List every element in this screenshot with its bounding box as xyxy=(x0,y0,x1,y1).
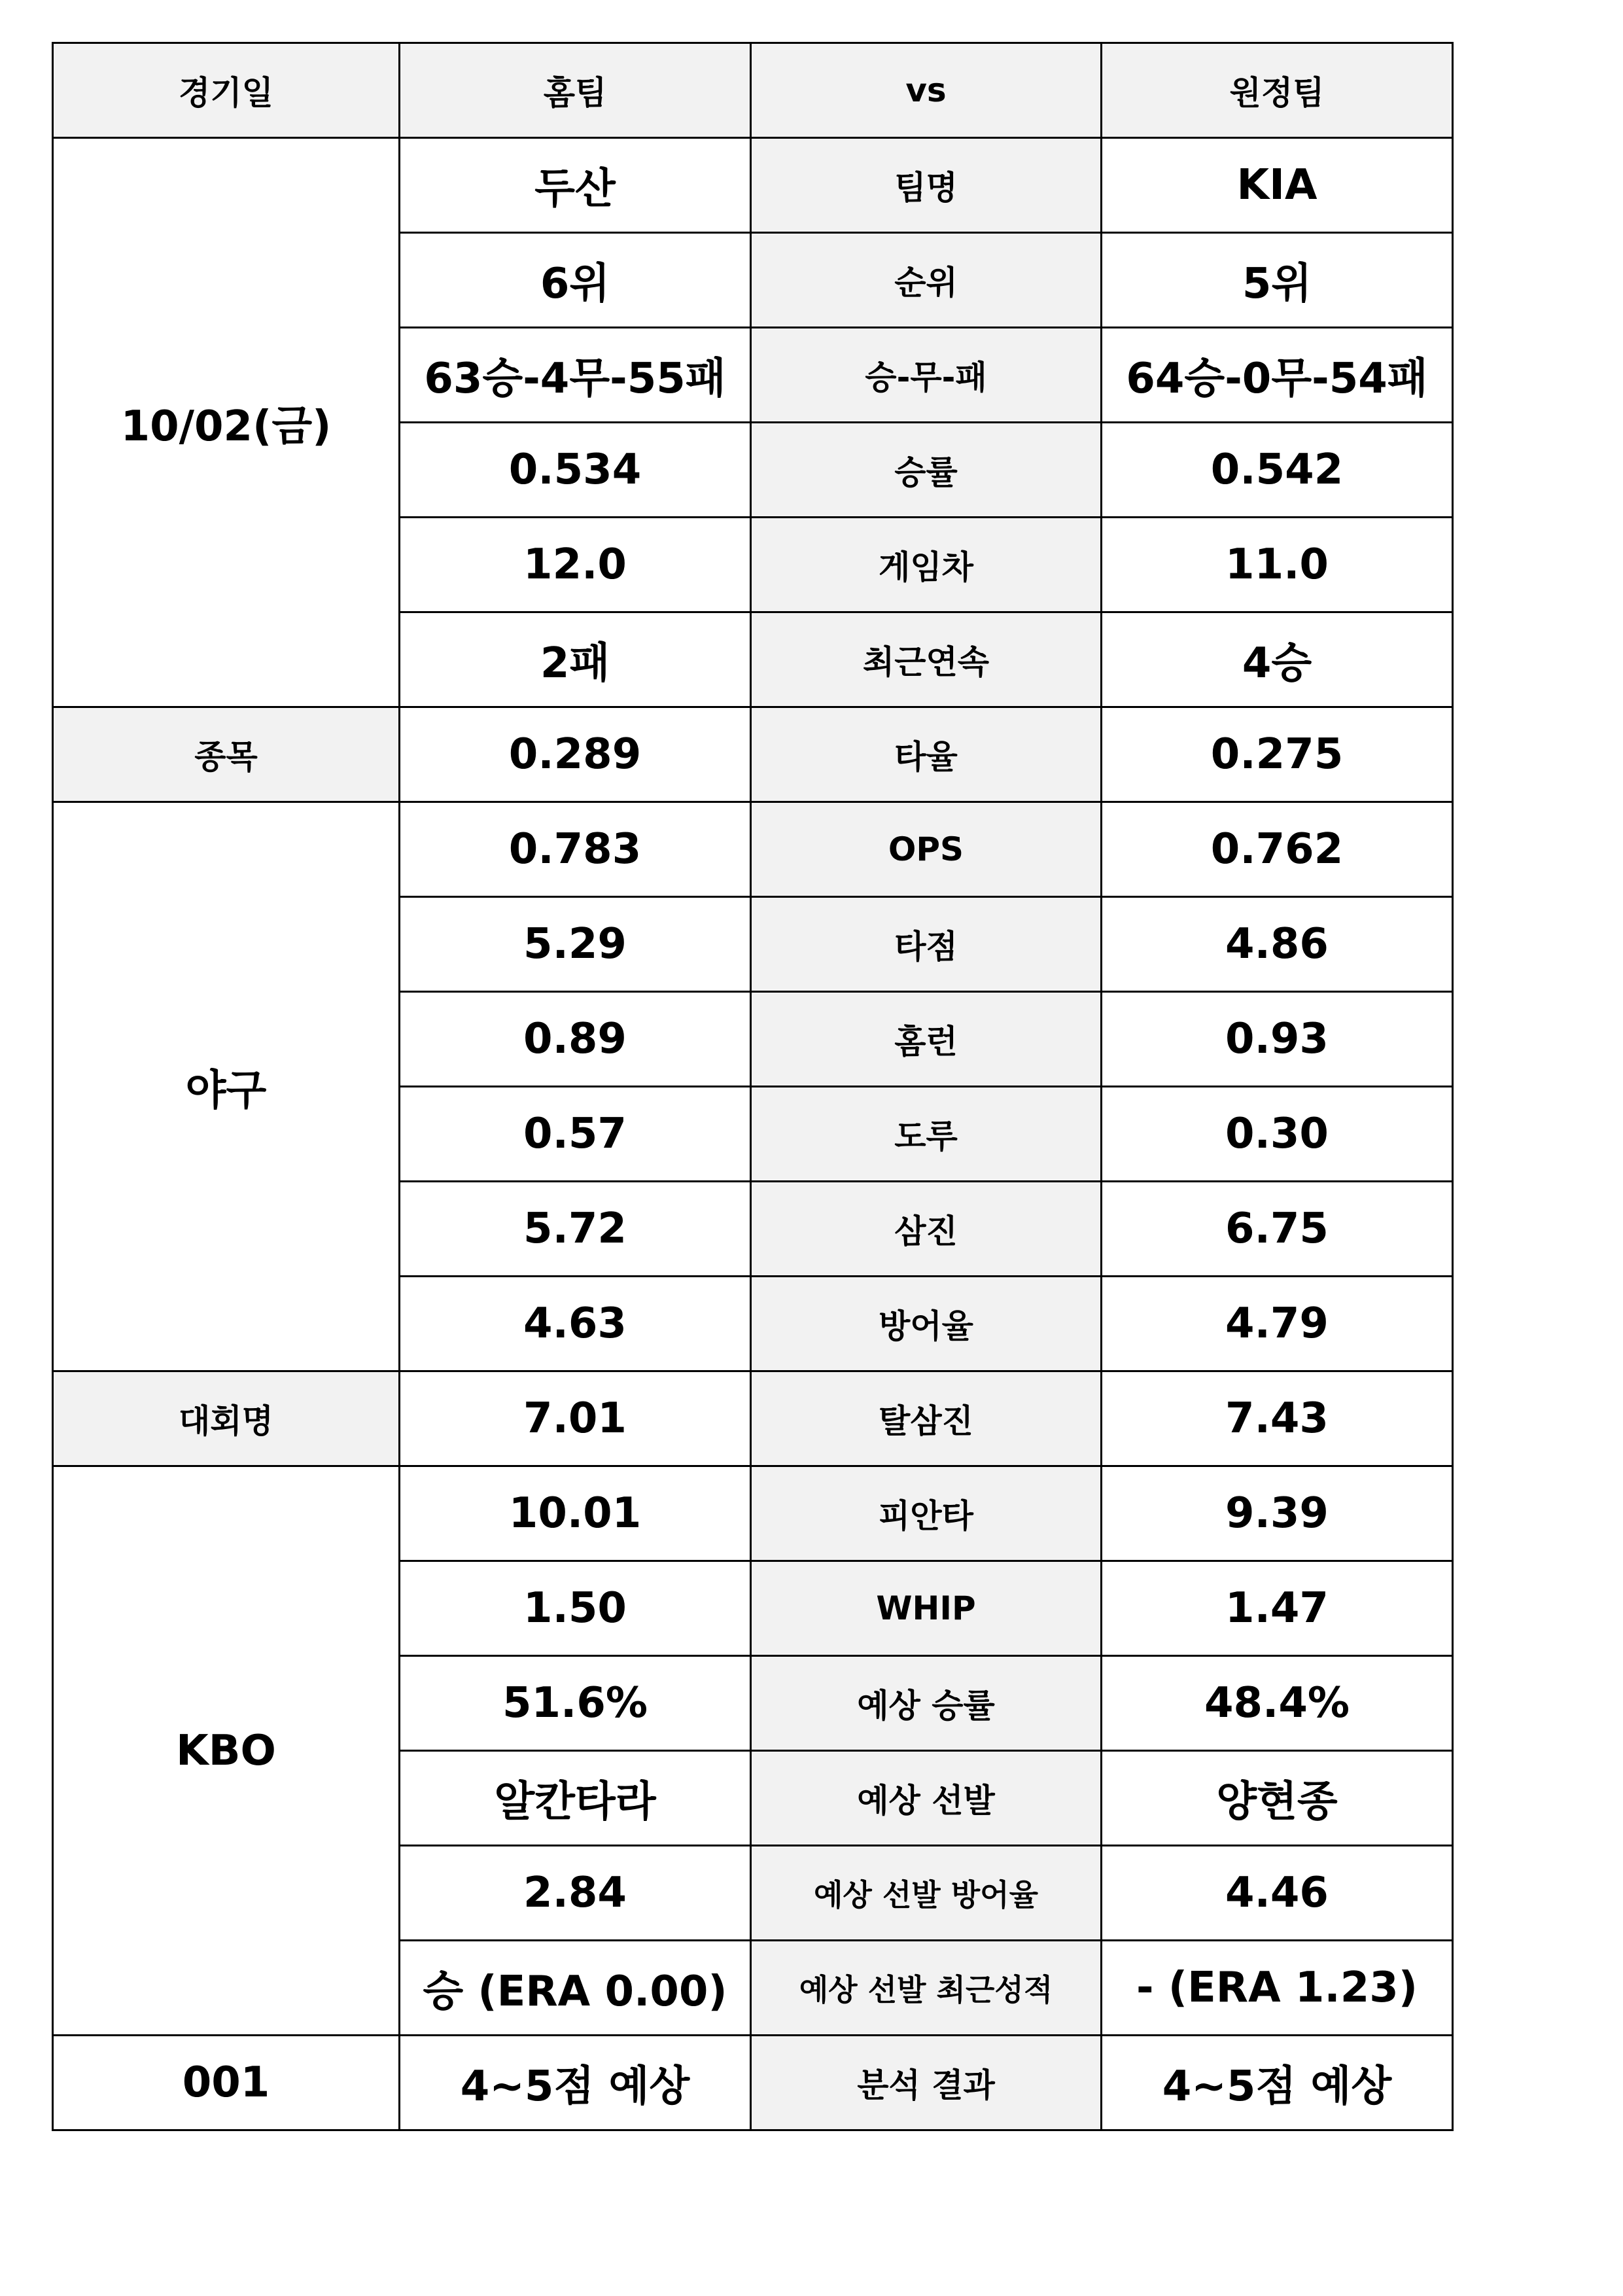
away-value: 48.4% xyxy=(1102,1656,1453,1751)
table-row xyxy=(53,138,1453,233)
match-stats-table xyxy=(52,42,1454,2131)
home-value: 두산 xyxy=(400,138,751,233)
table-row xyxy=(53,1371,1453,1466)
away-value: 4.86 xyxy=(1102,897,1453,992)
away-value: 0.542 xyxy=(1102,423,1453,518)
sport-value: 야구 xyxy=(53,802,400,1371)
away-value: 11.0 xyxy=(1102,518,1453,612)
sport-label: 종목 xyxy=(53,707,400,802)
header-home-team: 홈팀 xyxy=(400,43,751,138)
stat-label: 피안타 xyxy=(751,1466,1102,1561)
header-date: 경기일 xyxy=(53,43,400,138)
home-value: 7.01 xyxy=(400,1371,751,1466)
stat-label: WHIP xyxy=(751,1561,1102,1656)
stat-label: 예상 선발 방어율 xyxy=(751,1846,1102,1941)
stat-label: 도루 xyxy=(751,1087,1102,1182)
home-value: 51.6% xyxy=(400,1656,751,1751)
away-value: 양현종 xyxy=(1102,1751,1453,1846)
away-value: KIA xyxy=(1102,138,1453,233)
stat-label: 예상 선발 최근성적 xyxy=(751,1941,1102,2036)
stat-label: 게임차 xyxy=(751,518,1102,612)
away-value: - (ERA 1.23) xyxy=(1102,1941,1453,2036)
stat-label: 팀명 xyxy=(751,138,1102,233)
stat-label: 순위 xyxy=(751,233,1102,328)
home-value: 4.63 xyxy=(400,1277,751,1371)
home-value: 1.50 xyxy=(400,1561,751,1656)
table-row xyxy=(53,802,1453,897)
header-away-team: 원정팀 xyxy=(1102,43,1453,138)
home-value: 2패 xyxy=(400,612,751,707)
stat-label: 홈런 xyxy=(751,992,1102,1087)
away-value: 0.93 xyxy=(1102,992,1453,1087)
game-number: 001 xyxy=(53,2036,400,2130)
home-value: 0.289 xyxy=(400,707,751,802)
stat-label: 탈삼진 xyxy=(751,1371,1102,1466)
home-value: 10.01 xyxy=(400,1466,751,1561)
home-value: 6위 xyxy=(400,233,751,328)
table-row xyxy=(53,2036,1453,2130)
away-value: 4.46 xyxy=(1102,1846,1453,1941)
stat-label: 타점 xyxy=(751,897,1102,992)
stat-label: OPS xyxy=(751,802,1102,897)
away-value: 4승 xyxy=(1102,612,1453,707)
match-date: 10/02(금) xyxy=(53,138,400,707)
away-value: 0.275 xyxy=(1102,707,1453,802)
league-label: 대회명 xyxy=(53,1371,400,1466)
league-value: KBO xyxy=(53,1466,400,2036)
away-value: 5위 xyxy=(1102,233,1453,328)
table-row xyxy=(53,707,1453,802)
home-value: 5.72 xyxy=(400,1182,751,1277)
away-value: 6.75 xyxy=(1102,1182,1453,1277)
home-value: 12.0 xyxy=(400,518,751,612)
table-row xyxy=(53,1466,1453,1561)
home-value: 승 (ERA 0.00) xyxy=(400,1941,751,2036)
away-value: 7.43 xyxy=(1102,1371,1453,1466)
header-row xyxy=(53,43,1453,138)
stat-label: 삼진 xyxy=(751,1182,1102,1277)
stat-label: 승률 xyxy=(751,423,1102,518)
stat-label: 최근연속 xyxy=(751,612,1102,707)
away-value: 4.79 xyxy=(1102,1277,1453,1371)
stat-label: 예상 승률 xyxy=(751,1656,1102,1751)
home-value: 5.29 xyxy=(400,897,751,992)
header-vs: vs xyxy=(751,43,1102,138)
stat-label: 예상 선발 xyxy=(751,1751,1102,1846)
home-value: 63승-4무-55패 xyxy=(400,328,751,423)
home-value: 0.89 xyxy=(400,992,751,1087)
home-value: 2.84 xyxy=(400,1846,751,1941)
stat-label: 승-무-패 xyxy=(751,328,1102,423)
stat-label: 타율 xyxy=(751,707,1102,802)
away-value: 4~5점 예상 xyxy=(1102,2036,1453,2130)
away-value: 0.762 xyxy=(1102,802,1453,897)
home-value: 0.534 xyxy=(400,423,751,518)
away-value: 0.30 xyxy=(1102,1087,1453,1182)
home-value: 0.783 xyxy=(400,802,751,897)
away-value: 9.39 xyxy=(1102,1466,1453,1561)
stat-label: 방어율 xyxy=(751,1277,1102,1371)
home-value: 4~5점 예상 xyxy=(400,2036,751,2130)
away-value: 64승-0무-54패 xyxy=(1102,328,1453,423)
stat-label: 분석 결과 xyxy=(751,2036,1102,2130)
away-value: 1.47 xyxy=(1102,1561,1453,1656)
home-value: 0.57 xyxy=(400,1087,751,1182)
home-value: 알칸타라 xyxy=(400,1751,751,1846)
